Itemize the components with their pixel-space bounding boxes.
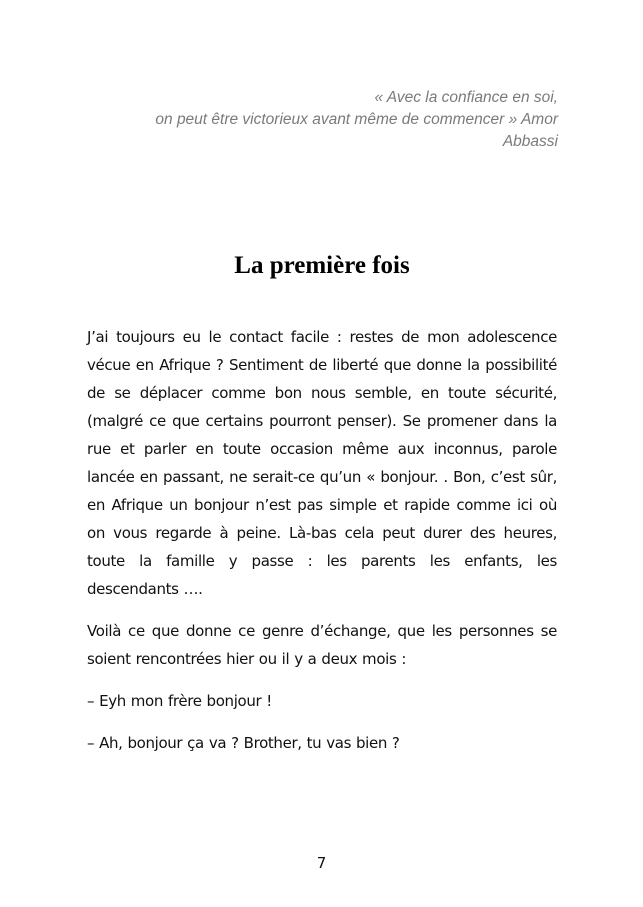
dialogue-line: – Eyh mon frère bonjour !: [87, 692, 272, 710]
epigraph-line: « Avec la confiance en soi,: [374, 89, 558, 106]
chapter-title: La première fois: [234, 252, 410, 279]
paragraph: Voilà ce que donne ce genre d’échange, que les personnes se soient rencontrées hier ou il y a deux mois :: [87, 622, 557, 668]
paragraph: J’ai toujours eu le contact facile : restes de mon adolescence vécue en Afrique ? Sentiment de liberté que donne la possibilité de se déplacer comme bon nous semble, en toute sécurité, (malgré ce que certains pourront penser). Se promener dans la rue et parler en toute occasion même aux inconnus, parole lancée en passant, ne serait-ce qu’un « bonjour. . Bon, c’est sûr, en Afrique un bonjour n’est pas simple et rapide comme ici où on vous regarde à peine. Là-bas cela peut durer des heures, toute la famille y passe : les parents les enfants, les descendants ….: [87, 328, 557, 598]
epigraph-author: Abbassi: [502, 133, 558, 150]
epigraph-line: on peut être victorieux avant même de commencer » Amor: [155, 111, 558, 128]
page-number: 7: [316, 854, 327, 872]
epigraph: [86, 87, 558, 153]
chapter-body: [87, 323, 557, 771]
dialogue-line: – Ah, bonjour ça va ? Brother, tu vas bien ?: [87, 734, 400, 752]
